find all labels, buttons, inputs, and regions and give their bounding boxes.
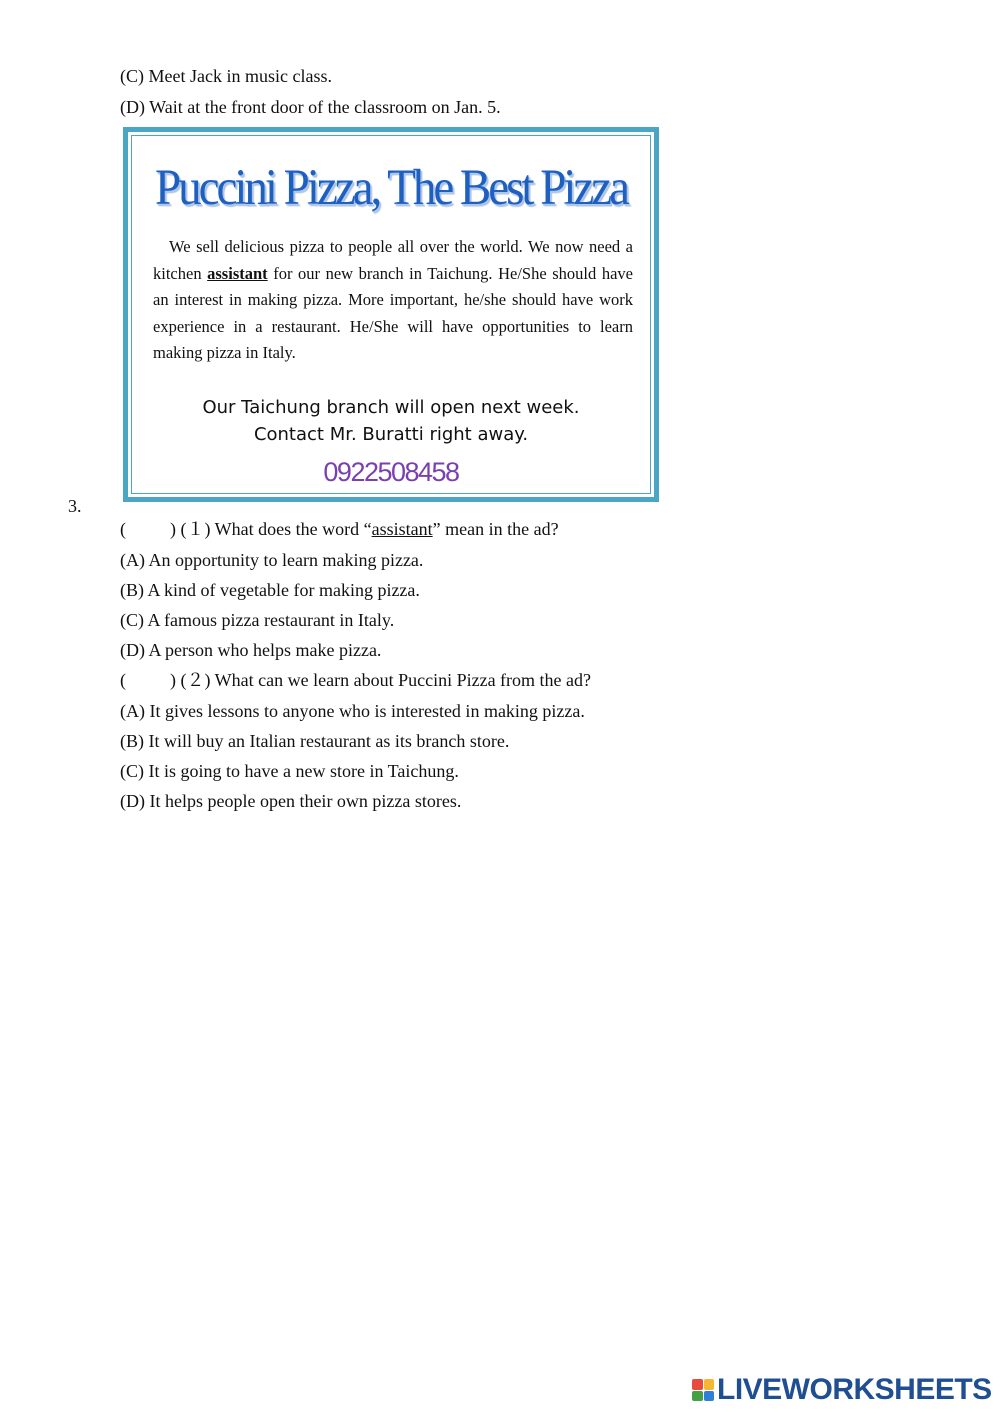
liveworksheets-icon [692, 1379, 714, 1401]
ad-open-info [128, 394, 654, 448]
q1-option-b: (B) A kind of vegetable for making pizza. [120, 580, 420, 600]
option-d-prev: (D) Wait at the front door of the classroom on Jan. 5. [120, 97, 501, 117]
logo-tile-green [692, 1391, 703, 1402]
q1-option-c: (C) A famous pizza restaurant in Italy. [120, 610, 395, 630]
q2-option-d: (D) It helps people open their own pizza stores. [120, 791, 462, 811]
question-2 [120, 669, 591, 691]
q2-text: What can we learn about Puccini Pizza from the ad? [210, 670, 592, 690]
q1-text-after: ” mean in the ad? [432, 519, 559, 539]
logo-text: LIVEWORKSHEETS [717, 1373, 992, 1406]
q2-option-b: (B) It will buy an Italian restaurant as its branch store. [120, 731, 510, 751]
question-1 [120, 518, 559, 540]
q1-label: (１) [180, 519, 211, 539]
pizza-ad [123, 127, 659, 502]
ad-contact-line: Contact Mr. Buratti right away. [253, 424, 529, 445]
ad-body-after: for our new branch in Taichung. He/She should have an interest in making pizza. More important, he/she should have work experience in a restaurant. He/She will have opportunities to learn making pizza in Italy. [153, 263, 633, 362]
q1-text-before: What does the word “ [210, 519, 372, 539]
q2-open-paren: ( [120, 670, 126, 690]
q2-close-paren: ) [170, 670, 176, 690]
q2-label: (２) [180, 670, 211, 690]
logo-tile-yellow [704, 1379, 715, 1390]
ad-phone: 0922508458 [323, 457, 459, 487]
liveworksheets-logo [692, 1374, 992, 1406]
ad-title: Puccini Pizza, The Best Pizza [154, 159, 628, 217]
ad-body [153, 234, 633, 367]
question-number: 3. [68, 496, 82, 516]
ad-keyword: assistant [207, 263, 268, 283]
q1-option-a: (A) An opportunity to learn making pizza. [120, 550, 424, 570]
q1-option-d: (D) A person who helps make pizza. [120, 640, 382, 660]
ad-body-before: We sell delicious pizza to people all over the world. We now need a kitchen [153, 237, 633, 283]
ad-open-line: Our Taichung branch will open next week. [202, 397, 580, 418]
logo-tile-red [692, 1379, 703, 1390]
q2-option-c: (C) It is going to have a new store in Taichung. [120, 761, 459, 781]
q1-keyword: assistant [371, 519, 433, 539]
logo-tile-blue [704, 1391, 715, 1402]
q1-open-paren: ( [120, 519, 126, 539]
q2-option-a: (A) It gives lessons to anyone who is interested in making pizza. [120, 701, 585, 721]
option-c-prev: (C) Meet Jack in music class. [120, 66, 332, 86]
q1-close-paren: ) [170, 519, 176, 539]
